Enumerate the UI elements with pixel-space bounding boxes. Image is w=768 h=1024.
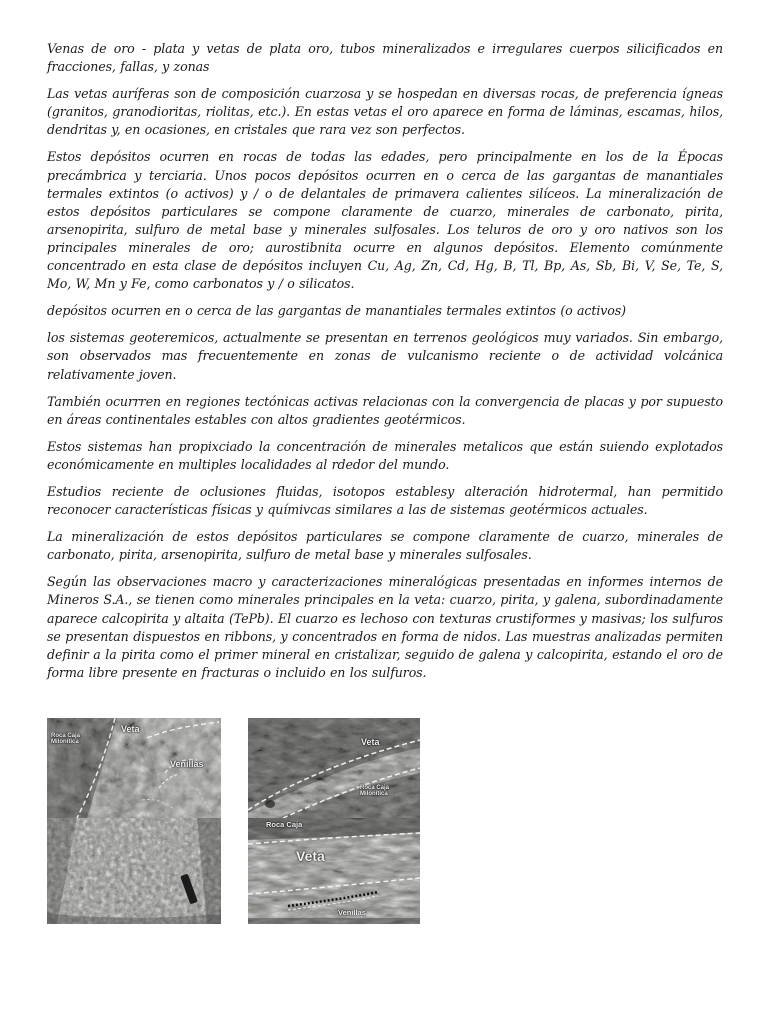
- paragraph-mineros-observations: Según las observaciones macro y caracterizaciones mineralógicas presentadas en informes internos de Mineros S.A., se tienen como minerales principales en la veta: cuarzo, pirita, y galena, subordinadamente aparece calcopirita y altaita (TePb). El cuarzo es lechoso con texturas crustiformes y masivas; los sulfuros se presentan dispuestos en ribbons, y concentrados en forma de nidos. Las muestras analizadas permiten definir a la pirita como el primer mineral en cristalizar, seguido de galena y calcopirita, estando el oro de forma libre presente en fracturas o incluido en los sulfuros.: [47, 574, 723, 680]
- paragraph-mineralization: La mineralización de estos depósitos particulares se compone claramente de cuarzo, minerales de carbonato, pirita, arsenopirita, sulfuro de metal base y minerales sulfosales.: [47, 529, 723, 563]
- paragraph-vein-types: Venas de oro - plata y vetas de plata oro, tubos mineralizados e irregulares cuerpos silicificados en fracciones, fallas, y zonas: [47, 41, 723, 75]
- photo-label-vein: Veta: [296, 848, 325, 864]
- paragraph-fluid-inclusions: Estudios reciente de oclusiones fluidas, isotopos establesy alteración hidrotermal, han permitido reconocer características físicas y químivcas similares a las de sistemas geotérmicos actuales.: [47, 483, 723, 518]
- paragraph-hot-springs: depósitos ocurren en o cerca de las gargantas de manantiales termales extintos (o activos): [47, 303, 626, 319]
- photo-label-veinlets: Venillas: [170, 759, 204, 769]
- paragraph-deposit-ages: Estos depósitos ocurren en rocas de todas las edades, pero principalmente en los de la Épocas precámbrica y terciaria. Unos pocos depósitos ocurren en o cerca de las gargantas de manantiales termales extintos (o activos) y / o de delantales de primavera calientes silíceos. La mineralización de estos depósitos particulares se compone claramente de cuarzo, minerales de carbonato, pirita, arsenopirita, sulfuro de metal base y minerales sulfosales. Los teluros de oro y oro nativos son los principales minerales de oro; aurostibnita ocurre en algunos depósitos. Elemento comúnmente concentrado en esta clase de depósitos incluyen Cu, Ag, Zn, Cd, Hg, B, Tl, Bp, As, Sb, Bi, V, Se, Te, S, Mo, W, Mn y Fe, como carbonatos y / o silicatos.: [47, 149, 723, 292]
- vein-photo-top-left: [47, 718, 221, 818]
- paragraph-metal-concentration: Estos sistemas han propixciado la concentración de minerales metalicos que están suiendo explotados económicamente en multiples localidades al rdedor del mundo.: [47, 438, 723, 472]
- photo-label-host-rock: Roca Caja: [266, 820, 303, 829]
- paragraph-tectonic-regions: También ocurrren en regiones tectónicas activas relacionas con la convergencia de placas y por supuesto en áreas continentales estables con altos gradientes geotérmicos.: [47, 393, 723, 427]
- vein-photo-bottom-right: [248, 818, 420, 924]
- vein-photo-bottom-left: [47, 818, 221, 924]
- vein-photo-top-right: [248, 718, 420, 818]
- document-body: [47, 40, 723, 691]
- vein-photo-grid: [47, 718, 420, 924]
- paragraph-geothermal-systems: los sistemas geoteremicos, actualmente se presentan en terrenos geológicos muy variados. Sin embargo, son observados mas frecuentemente en zonas de vulcanismo reciente o de actividad volcánica relativamente joven.: [47, 330, 723, 382]
- photo-label-vein: Veta: [121, 724, 140, 734]
- photo-label-host-rock: Roca Caja Milonítica: [360, 785, 390, 798]
- photo-label-veinlets: Venillas: [338, 908, 366, 917]
- photo-label-host-rock: Roca Caja Milonítica: [51, 733, 81, 746]
- photo-label-vein: Veta: [361, 737, 380, 747]
- paragraph-auriferous-veins: Las vetas auríferas son de composición cuarzosa y se hospedan en diversas rocas, de preferencia ígneas (granitos, granodioritas, riolitas, etc.). En estas vetas el oro aparece en forma de láminas, escamas, hilos, dendritas y, en ocasiones, en cristales que rara vez son perfectos.: [47, 86, 723, 138]
